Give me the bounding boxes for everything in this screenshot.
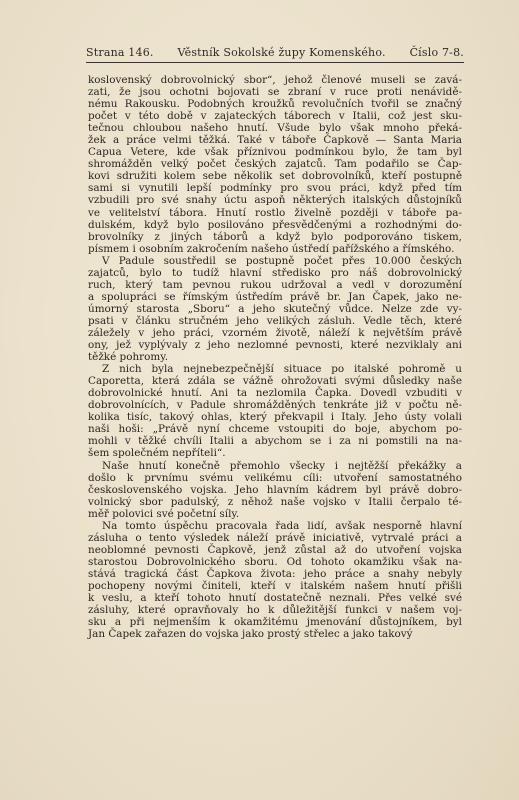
text-line: československého vojska. Jeho hlavním kádrem byl právě dobro- bbox=[88, 483, 462, 496]
text-line: vzbudili pro své snahy úctu aspoň některých italských důstojníků bbox=[88, 194, 462, 207]
text-line: mohli v těžké chvíli Italii a abychom se i za ni pomstili na na- bbox=[88, 435, 462, 448]
text-line: ve velitelství tábora. Hnutí rostlo živelně později v táboře pa- bbox=[88, 206, 462, 219]
text-line: Na tomto úspěchu pracovala řada lidí, avšak nesporně hlavní bbox=[102, 519, 462, 532]
text-line: dulském, když bylo posilováno přesvědčenými a rozhodnými do- bbox=[88, 218, 462, 231]
text-line: Caporetta, která zdála se vážně ohrožovati svými důsledky naše bbox=[88, 375, 462, 388]
text-line: Capua Vetere, kde však příznivou podmínkou bylo, že tam byl bbox=[88, 146, 462, 159]
text-line: zajatců, bylo to tudíž hlavní středisko pro náš dobrovolnický bbox=[88, 266, 462, 279]
text-line: Jan Čapek zařazen do vojska jako prostý střelec a jako takový bbox=[88, 628, 413, 641]
page-number: Strana 146. bbox=[86, 46, 154, 59]
text-line: žek a práce velmi těžká. Také v táboře Čapkově — Santa Maria bbox=[88, 134, 462, 147]
text-line: neoblomné pevnosti Čapkově, jenž zůstal až do utvoření vojska bbox=[88, 543, 462, 556]
text-line: k veslu, a kteří tohoto hnutí dostatečně neznali. Přes velké své bbox=[88, 592, 462, 605]
text-line: ruch, který tam pevnou rukou udržoval a vedl v dorozumění bbox=[88, 278, 462, 291]
text-line: ony, jež vyplývaly z jeho nezlomné pevnosti, které nezviklaly ani bbox=[88, 339, 462, 352]
text-line: zásluha o tento výsledek náleží právě iniciativě, vytrvalé práci a bbox=[88, 531, 462, 544]
paragraph bbox=[88, 74, 462, 255]
text-line: psati v článku stručném jeho velikých zásluh. Vedle těch, které bbox=[88, 314, 462, 327]
text-line: úmorný starosta „Sboru“ a jeho skutečný vůdce. Nelze zde vy- bbox=[88, 302, 462, 315]
text-line: starostou Dobrovolnického sboru. Od tohoto okamžiku však na- bbox=[88, 555, 462, 568]
text-line: sami si vynutili lepší podmínky pro svou práci, když před tím bbox=[88, 182, 462, 195]
text-line: zásluhy, které opravňovaly ho k důležitější funkci v našem voj- bbox=[88, 604, 462, 617]
text-line: tečnou chloubou našeho hnutí. Všude bylo však mnoho překá- bbox=[88, 122, 462, 135]
text-line: těžké pohromy. bbox=[88, 351, 169, 364]
text-line: volnický sbor padulský, z něhož naše vojsko v Italii čerpalo té- bbox=[88, 495, 462, 508]
text-line: shromážděn velký počet českých zajatců. Tam podařilo se Čap- bbox=[88, 158, 462, 171]
text-line: počet v této době v zajateckých táborech v Italii, což jest sku- bbox=[88, 110, 462, 123]
article-body bbox=[88, 74, 462, 640]
text-line: a spolupráci se římským ústředím právě br. Jan Čapek, jako ne- bbox=[88, 290, 462, 303]
paragraph bbox=[88, 520, 462, 640]
text-line: došlo k prvnímu svému velikému cíli: utvoření samostatného bbox=[88, 471, 462, 484]
text-line: Z nich byla nejnebezpečnější situace po italské pohromě u bbox=[102, 363, 462, 376]
paragraph bbox=[88, 460, 462, 520]
text-line: V Padule soustředil se postupně počet přes 10.000 českých bbox=[102, 254, 462, 267]
text-line: sku a při nejmenším k okamžitému jmenování důstojníkem, byl bbox=[88, 616, 462, 629]
text-line: šem společném nepříteli“. bbox=[88, 447, 226, 460]
text-line: dobrovolnících, v Padule shromážděných tenkráte již v počtu ně- bbox=[88, 399, 462, 412]
text-line: zati, že jsou ochotni bojovati se zbraní v ruce proti nenávidě- bbox=[88, 86, 462, 99]
text-line: Naše hnutí konečně přemohlo všecky i nejtěžší překážky a bbox=[102, 459, 462, 472]
text-line: stává tragická část Čapkova života: jeho práce a snahy nebyly bbox=[88, 567, 462, 580]
text-line: písmem i osobním zakročením našeho ústředí pařížského a římského. bbox=[88, 242, 455, 255]
text-line: naši hoši: „Právě nyní chceme vstoupiti do boje, abychom po- bbox=[88, 423, 462, 436]
text-line: dobrovolnické hnutí. Ani ta nezlomila Čapka. Dovedl vzbuditi v bbox=[88, 387, 462, 400]
paragraph bbox=[88, 363, 462, 459]
issue-number: Číslo 7-8. bbox=[409, 46, 464, 59]
text-line: kolika tisíc, takový ohlas, který překvapil i Italy. Jeho ústy volali bbox=[88, 411, 462, 424]
text-line: brovolníky z jiných táborů a když bylo podporováno tiskem, bbox=[88, 230, 462, 243]
header-rule bbox=[86, 62, 464, 63]
text-line: nému Rakousku. Podobných kroužků revolučních tvořil se značný bbox=[88, 98, 462, 111]
paragraph bbox=[88, 255, 462, 363]
running-header bbox=[86, 46, 464, 59]
text-line: pochopeny novými činiteli, kteří v italském našem hnutí přišli bbox=[88, 579, 462, 592]
text-line: kovi sdružiti kolem sebe několik set dobrovolníků, kteří postupně bbox=[88, 170, 462, 183]
text-line: záležely v jeho práci, vzorném životě, náleží k největším právě bbox=[88, 326, 462, 339]
journal-title: Věstník Sokolské župy Komenského. bbox=[177, 46, 386, 59]
text-line: koslovenský dobrovolnický sbor“, jehož členové museli se zavá- bbox=[88, 74, 462, 86]
text-line: měř polovici své početní síly. bbox=[88, 507, 240, 520]
